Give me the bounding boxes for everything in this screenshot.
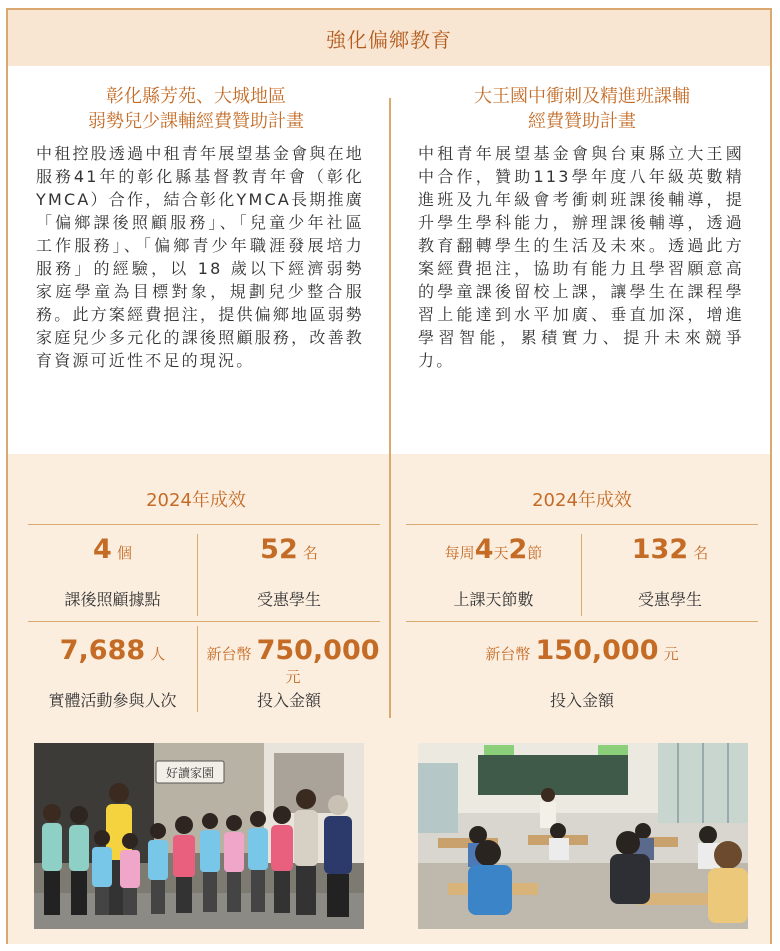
group-photo-illustration — [34, 743, 364, 929]
schedule-days: 4 — [474, 534, 494, 565]
left-stat-sites — [28, 534, 197, 565]
schedule-prefix: 每周 — [444, 544, 475, 562]
left-stat-participants — [28, 635, 197, 666]
right-amount-prefix: 新台幣 — [485, 645, 531, 663]
right-title-line1: 大王國中衝刺及精進班課輔 — [474, 86, 690, 107]
left-students-label: 受惠學生 — [256, 590, 321, 609]
right-stat-schedule — [406, 534, 581, 565]
participants-label: 實體活動參與人次 — [48, 691, 177, 710]
left-group-photo — [34, 743, 364, 929]
sites-label: 課後照顧據點 — [64, 590, 161, 609]
sites-unit: 個 — [116, 544, 132, 562]
left-amount-unit: 元 — [285, 668, 301, 686]
right-classroom-photo — [418, 743, 748, 929]
right-students-count: 132 — [631, 534, 689, 565]
participants-count: 7,688 — [59, 635, 146, 666]
schedule-days-unit: 天 — [493, 544, 509, 562]
content-frame — [6, 8, 772, 944]
right-results-title: 2024年成效 — [532, 490, 632, 511]
right-results-rule-mid — [406, 621, 758, 622]
section-header — [8, 10, 770, 66]
right-amount-value: 150,000 — [535, 635, 659, 666]
left-results-title: 2024年成效 — [146, 490, 246, 511]
right-amount-label: 投入金額 — [549, 691, 614, 710]
left-students-count: 52 — [260, 534, 298, 565]
sites-count: 4 — [93, 534, 112, 565]
left-students-unit: 名 — [302, 544, 318, 562]
left-amount-prefix: 新台幣 — [206, 645, 252, 663]
left-amount-value: 750,000 — [256, 635, 380, 666]
right-results-rule-top — [406, 524, 758, 525]
right-students-label: 受惠學生 — [637, 590, 702, 609]
right-title-line2: 經費贊助計畫 — [528, 111, 636, 132]
left-title-line2: 弱勢兒少課輔經費贊助計畫 — [88, 111, 304, 132]
schedule-label: 上課天節數 — [453, 590, 534, 609]
left-results-rule-mid — [28, 621, 380, 622]
left-project-title — [8, 84, 384, 134]
classroom-photo-illustration — [418, 743, 748, 929]
schedule-periods-unit: 節 — [527, 544, 543, 562]
right-project-title — [394, 84, 770, 134]
right-stat-students — [582, 534, 758, 565]
left-title-line1: 彰化縣芳苑、大城地區 — [106, 86, 286, 107]
left-amount-label: 投入金額 — [256, 691, 321, 710]
left-results-rule-top — [28, 524, 380, 525]
left-project — [8, 66, 384, 372]
left-project-description: 中租控股透過中租青年展望基金會與在地服務41年的彰化縣基督教青年會（彰化YMCA）合作，結合彰化YMCA長期推廣「偏鄉課後照顧服務」、「兒童少年社區工作服務」、「偏鄉青少年職涯發展培力服務」的經驗，以 18 歲以下經濟弱勢家庭學童為目標對象，規劃兒少整合服務。此方案經費挹注，提供偏鄉地區弱勢家庭兒少多元化的課後照顧服務，改善教育資源可近性不足的現況。 — [36, 144, 364, 370]
right-project — [394, 66, 770, 372]
schedule-periods: 2 — [508, 534, 528, 565]
participants-unit: 人 — [150, 645, 166, 663]
section-title: 強化偏鄉教育 — [326, 27, 452, 52]
right-students-unit: 名 — [693, 544, 709, 562]
right-project-description: 中租青年展望基金會與台東縣立大王國中合作，贊助113學年度八年級英數精進班及九年級會考衝刺班課後輔導，提升學生學科能力，辦理課後輔導，透過教育翻轉學生的生活及未來。透過此方案經費挹注，協助有能力且學習願意高的學童課後留校上課，讓學生在課程學習上能達到水平加廣、垂直加深，增進學習智能，累積實力、提升未來競爭力。 — [418, 144, 744, 370]
column-divider — [389, 98, 391, 718]
left-stat-amount — [198, 635, 388, 687]
svg-text:好讀家園: 好讀家園 — [165, 766, 215, 780]
left-stat-students — [198, 534, 380, 565]
right-stat-amount — [406, 635, 758, 666]
right-amount-unit: 元 — [663, 645, 679, 663]
